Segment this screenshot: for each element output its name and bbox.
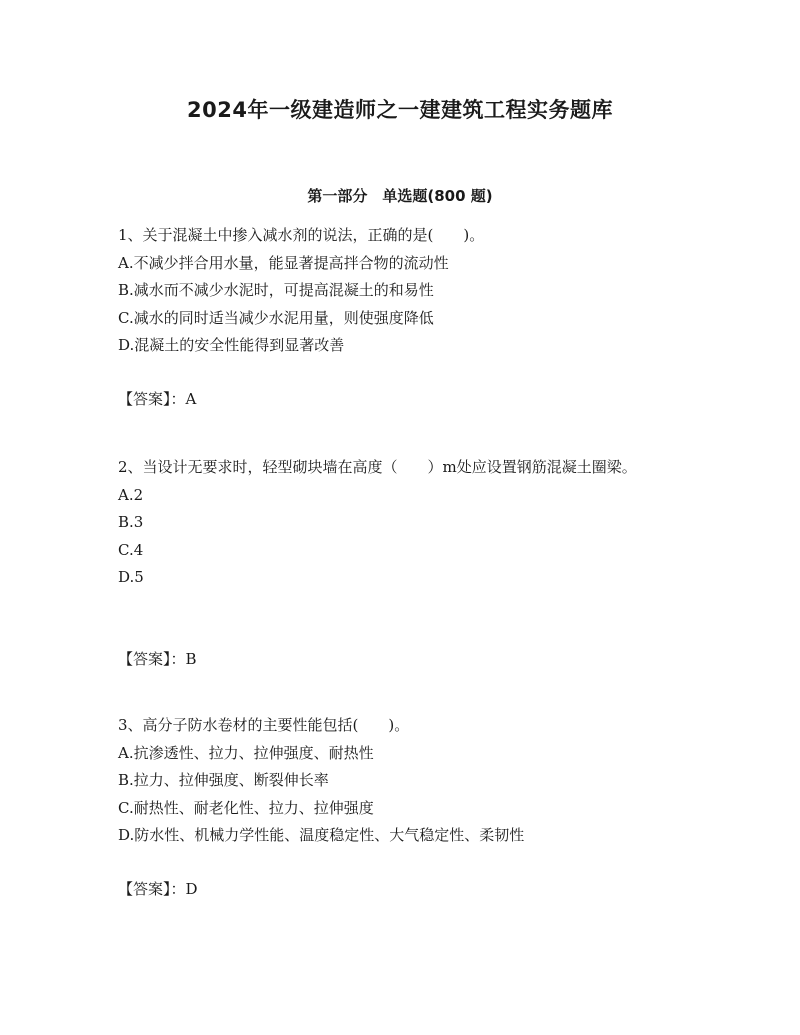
document-title: 2024年一级建造师之一建建筑工程实务题库 xyxy=(187,98,613,122)
answer-value: B xyxy=(185,650,197,668)
option-a: A.2 xyxy=(118,485,144,504)
option-b: B.3 xyxy=(118,513,144,531)
option-a: A.抗渗透性、拉力、拉伸强度、耐热性 xyxy=(118,743,374,762)
question-stem: 2、当设计无要求时，轻型砌块墙在高度（ ）m处应设置钢筋混凝土圈梁。 xyxy=(118,458,637,476)
answer-label: 【答案】： xyxy=(118,880,186,898)
answer-1 xyxy=(118,388,196,410)
answer-value: A xyxy=(185,390,197,408)
option-c: C.减水的同时适当减少水泥用量，则使强度降低 xyxy=(118,308,434,327)
option-c: C.4 xyxy=(118,540,144,559)
option-a: A.不减少拌合用水量，能显著提高拌合物的流动性 xyxy=(118,253,449,272)
option-c: C.耐热性、耐老化性、拉力、拉伸强度 xyxy=(118,798,374,817)
option-d: D.防水性、机械力学性能、温度稳定性、大气稳定性、柔韧性 xyxy=(118,826,525,844)
option-d: D.5 xyxy=(118,568,144,586)
answer-3 xyxy=(118,878,198,900)
option-b: B.拉力、拉伸强度、断裂伸长率 xyxy=(118,771,329,789)
question-stem: 3、高分子防水卷材的主要性能包括( )。 xyxy=(118,716,410,734)
answer-2 xyxy=(118,648,197,670)
question-stem: 1、关于混凝土中掺入减水剂的说法，正确的是( )。 xyxy=(118,226,485,244)
answer-value: D xyxy=(185,880,198,898)
answer-label: 【答案】： xyxy=(118,390,186,408)
question-3 xyxy=(118,712,693,850)
option-d: D.混凝土的安全性能得到显著改善 xyxy=(118,336,345,354)
section-title: 第一部分 单选题(800 题) xyxy=(307,187,493,205)
option-b: B.减水而不减少水泥时，可提高混凝土的和易性 xyxy=(118,281,434,299)
question-1 xyxy=(118,222,693,360)
question-2 xyxy=(118,454,693,592)
answer-label: 【答案】： xyxy=(118,650,186,668)
